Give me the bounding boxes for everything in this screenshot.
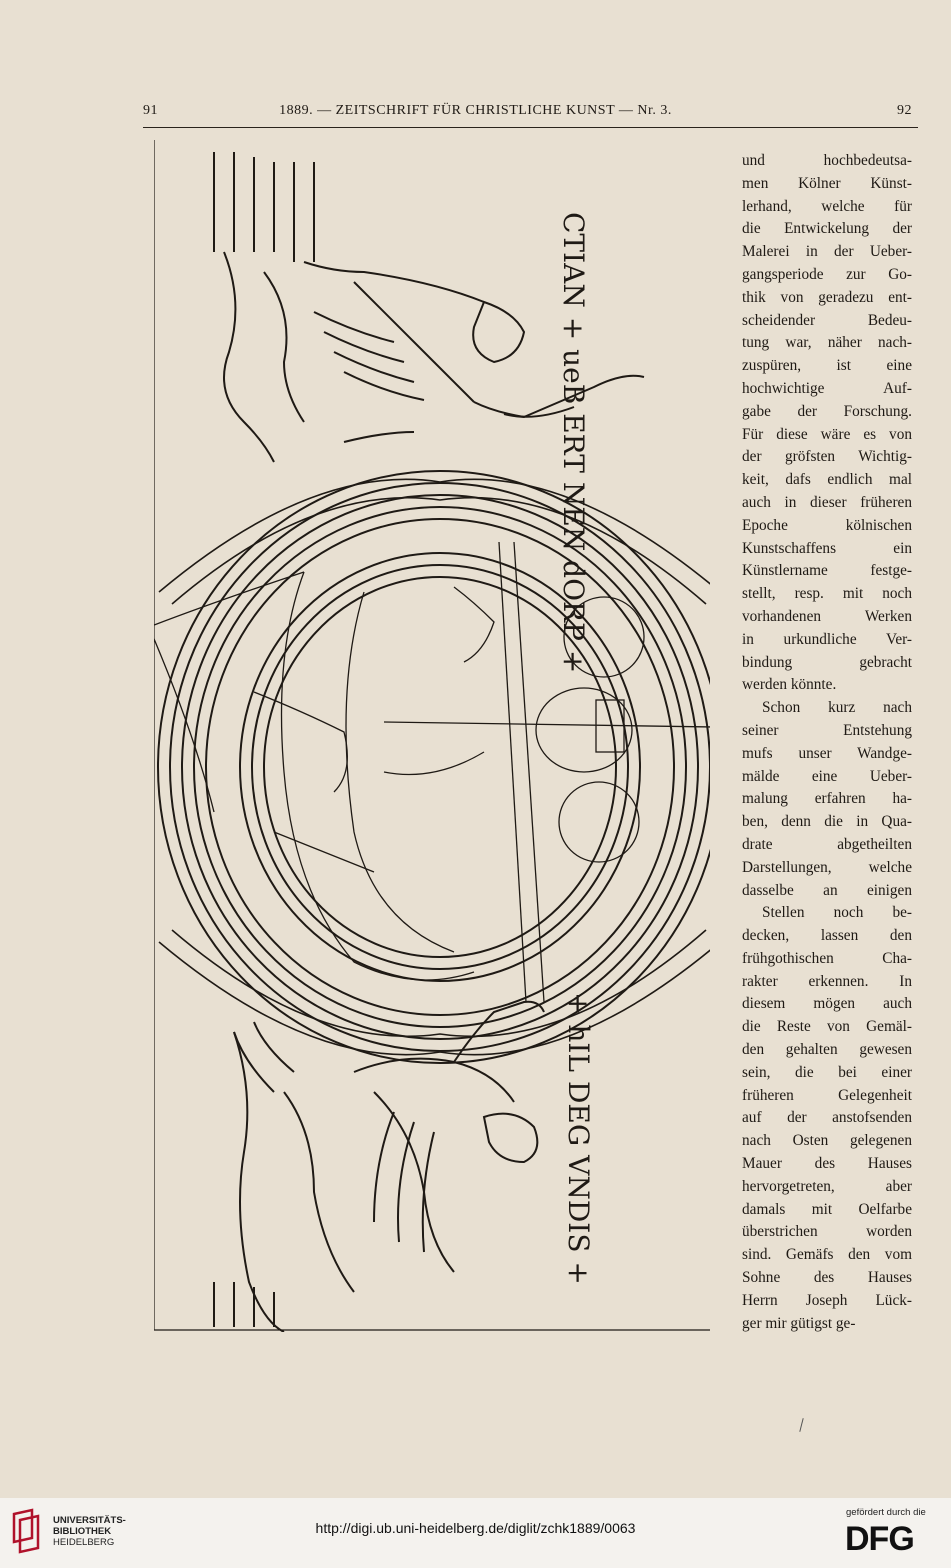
text-line: überstrichen worden: [742, 1223, 912, 1241]
text-line: Epoche kölnischen: [742, 516, 912, 534]
text-line: lerhand, welche für: [742, 197, 912, 215]
text-line: rakter erkennen. In: [742, 972, 912, 990]
text-line: dasselbe an einigen: [742, 881, 912, 899]
body-text-column: [742, 150, 912, 1335]
text-line: bindung gebracht: [742, 653, 912, 671]
text-line: gabe der Forschung.: [742, 402, 912, 420]
text-line: vorhandenen Werken: [742, 607, 912, 625]
running-header: [0, 103, 951, 123]
text-line: Malerei in der Ueber-: [742, 243, 912, 261]
text-line: Kunstschaffens ein: [742, 539, 912, 557]
text-line: mufs unser Wandge-: [742, 744, 912, 762]
permalink-url[interactable]: http://digi.ub.uni-heidelberg.de/diglit/zchk1889/0063: [315, 1520, 636, 1536]
text-line: der gröfsten Wichtig-: [742, 448, 912, 466]
text-line: hervorgetreten, aber: [742, 1177, 912, 1195]
crucifixion-scene: [154, 542, 710, 1002]
text-line: Sohne des Hauses: [742, 1269, 912, 1287]
text-line: auf der anstofsenden: [742, 1109, 912, 1127]
text-line: Für diese wäre es von: [742, 425, 912, 443]
text-line: seiner Entstehung: [742, 721, 912, 739]
text-line: malung erfahren ha-: [742, 790, 912, 808]
text-line: diesem mögen auch: [742, 995, 912, 1013]
running-title: 1889. — ZEITSCHRIFT FÜR CHRISTLICHE KUNST — Nr. 3.: [279, 103, 672, 118]
page-number-right: 92: [897, 103, 912, 118]
text-line: Künstlername festge-: [742, 562, 912, 580]
text-line: mälde eine Ueber-: [742, 767, 912, 785]
text-line: werden könnte.: [742, 676, 837, 694]
text-line: in urkundliche Ver-: [742, 630, 912, 648]
text-line: keit, dafs endlich mal: [742, 471, 912, 489]
text-line: thik von geradezu ent-: [742, 288, 912, 306]
medallion-rings: [158, 471, 710, 1063]
text-line: den gehalten gewesen: [742, 1041, 912, 1059]
header-rule: [143, 127, 918, 128]
text-line: auch in dieser früheren: [742, 493, 912, 511]
text-line: men Kölner Künst-: [742, 174, 912, 192]
text-line: tung war, näher nach-: [742, 334, 912, 352]
stray-mark: [799, 1418, 803, 1432]
text-line: decken, lassen den: [742, 927, 912, 945]
text-line: früheren Gelegenheit: [742, 1086, 912, 1104]
text-line: damals mit Oelfarbe: [742, 1200, 912, 1218]
wall-painting-illustration: [154, 132, 710, 1332]
text-line: und hochbedeutsa-: [742, 152, 912, 169]
text-line: frühgothischen Cha-: [742, 949, 912, 967]
text-line: gangsperiode zur Go-: [742, 265, 912, 283]
text-line: scheidender Bedeu-: [742, 311, 912, 329]
text-line: Schon kurz nach: [762, 699, 912, 717]
dfg-logo: DFG: [845, 1520, 914, 1558]
funding-label: gefördert durch die: [846, 1507, 926, 1518]
text-line: Darstellungen, welche: [742, 858, 912, 876]
text-line: sein, die bei einer: [742, 1063, 912, 1081]
text-line: ger mir gütigst ge-: [742, 1314, 856, 1332]
text-line: stellt, resp. mit noch: [742, 585, 912, 603]
text-line: Herrn Joseph Lück-: [742, 1291, 912, 1309]
library-name: UNIVERSITÄTS- BIBLIOTHEK HEIDELBERG: [53, 1515, 126, 1548]
text-line: sind. Gemäfs den vom: [742, 1246, 912, 1264]
top-inscription: CTIAN + ueB ERT NEN dORP +: [557, 212, 590, 674]
bottom-inscription: + hIL DEG VNDIS +: [562, 992, 595, 1285]
text-line: nach Osten gelegenen: [742, 1132, 912, 1150]
text-line: hochwichtige Auf-: [742, 379, 912, 397]
text-line: Stellen noch be-: [762, 904, 912, 922]
text-line: drate abgetheilten: [742, 835, 912, 853]
text-line: die Entwickelung der: [742, 220, 912, 238]
page-number-left: 91: [143, 103, 158, 118]
text-line: Mauer des Hauses: [742, 1155, 912, 1173]
text-line: ben, denn die in Qua-: [742, 813, 912, 831]
digitization-footer: [0, 1498, 951, 1568]
donor-figure-bottom: [214, 1002, 544, 1332]
text-line: die Reste von Gemäl-: [742, 1018, 912, 1036]
text-line: zuspüren, ist eine: [742, 357, 912, 375]
